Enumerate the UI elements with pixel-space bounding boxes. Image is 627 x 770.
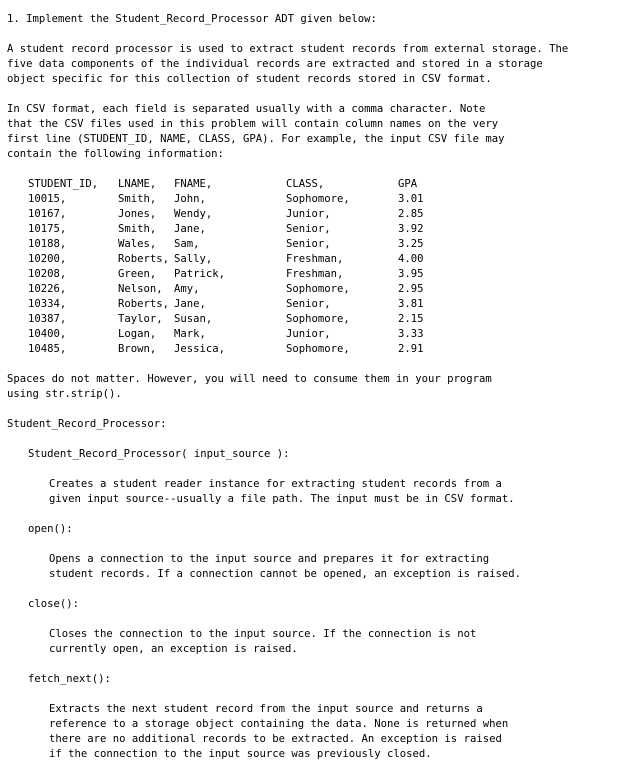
- table-row: [28, 267, 625, 282]
- cell-class: Senior,: [286, 298, 331, 310]
- csv-description-line: contain the following information:: [7, 148, 224, 160]
- cell-student-id: 10167,: [28, 208, 67, 220]
- cell-lname: Green,: [118, 268, 157, 280]
- table-row: [28, 222, 625, 237]
- cell-student-id: 10175,: [28, 223, 67, 235]
- spacer: [7, 462, 625, 477]
- method-signature: close():: [28, 598, 80, 610]
- spacer: [7, 612, 625, 627]
- cell-class: Senior,: [286, 223, 331, 235]
- cell-student-id: 10387,: [28, 313, 67, 325]
- cell-student-id: 10485,: [28, 343, 67, 355]
- cell-student-id: 10400,: [28, 328, 67, 340]
- method-description-line: given input source--usually a file path. The input must be in CSV format.: [49, 493, 515, 505]
- cell-fname: Jane,: [174, 223, 206, 235]
- cell-class: Freshman,: [286, 253, 344, 265]
- cell-student-id: 10334,: [28, 298, 67, 310]
- method-description-line: Extracts the next student record from the input source and returns a: [49, 703, 483, 715]
- cell-gpa: 3.95: [398, 268, 424, 280]
- header-fname: FNAME,: [174, 178, 213, 190]
- cell-lname: Brown,: [118, 343, 157, 355]
- method-signature: open():: [28, 523, 73, 535]
- table-row: [28, 312, 625, 327]
- cell-lname: Smith,: [118, 193, 157, 205]
- intro-paragraph: [7, 42, 625, 87]
- header-student-id: STUDENT_ID,: [28, 178, 99, 190]
- method-signature: fetch_next():: [28, 673, 111, 685]
- cell-gpa: 2.15: [398, 313, 424, 325]
- cell-fname: Patrick,: [174, 268, 226, 280]
- cell-student-id: 10015,: [28, 193, 67, 205]
- cell-gpa: 3.92: [398, 223, 424, 235]
- intro-line: object specific for this collection of student records stored in CSV format.: [7, 73, 492, 85]
- spacer: [7, 27, 625, 42]
- cell-class: Sophomore,: [286, 313, 350, 325]
- cell-class: Sophomore,: [286, 283, 350, 295]
- cell-lname: Jones,: [118, 208, 157, 220]
- header-class: CLASS,: [286, 178, 325, 190]
- method-constructor: [7, 447, 625, 507]
- cell-gpa: 3.33: [398, 328, 424, 340]
- cell-student-id: 10200,: [28, 253, 67, 265]
- table-row: [28, 342, 625, 357]
- cell-class: Junior,: [286, 328, 331, 340]
- method-fetch-next: [7, 672, 625, 762]
- cell-class: Senior,: [286, 238, 331, 250]
- cell-lname: Smith,: [118, 223, 157, 235]
- table-row: [28, 237, 625, 252]
- cell-fname: John,: [174, 193, 206, 205]
- cell-class: Junior,: [286, 208, 331, 220]
- cell-student-id: 10226,: [28, 283, 67, 295]
- cell-fname: Mark,: [174, 328, 206, 340]
- cell-lname: Roberts,: [118, 253, 170, 265]
- method-description-line: reference to a storage object containing the data. None is returned when: [49, 718, 509, 730]
- document: [7, 12, 625, 762]
- csv-example-table: [7, 177, 625, 357]
- table-row: [28, 192, 625, 207]
- cell-fname: Amy,: [174, 283, 200, 295]
- cell-gpa: 3.25: [398, 238, 424, 250]
- cell-gpa: 2.91: [398, 343, 424, 355]
- cell-fname: Wendy,: [174, 208, 213, 220]
- cell-fname: Sally,: [174, 253, 213, 265]
- csv-description-line: first line (STUDENT_ID, NAME, CLASS, GPA). For example, the input CSV file may: [7, 133, 505, 145]
- spacer: [7, 357, 625, 372]
- table-row: [28, 297, 625, 312]
- adt-name: Student_Record_Processor:: [7, 418, 167, 430]
- cell-student-id: 10208,: [28, 268, 67, 280]
- cell-fname: Jessica,: [174, 343, 226, 355]
- cell-class: Freshman,: [286, 268, 344, 280]
- spacer: [7, 687, 625, 702]
- cell-lname: Logan,: [118, 328, 157, 340]
- csv-description-paragraph: [7, 102, 625, 162]
- table-row: [28, 282, 625, 297]
- cell-gpa: 2.95: [398, 283, 424, 295]
- csv-description-line: that the CSV files used in this problem will contain column names on the very: [7, 118, 499, 130]
- spacer: [7, 402, 625, 417]
- method-open: [7, 522, 625, 582]
- table-header-row: [28, 177, 625, 192]
- method-close: [7, 597, 625, 657]
- spacer: [7, 657, 625, 672]
- method-description-line: student records. If a connection cannot be opened, an exception is raised.: [49, 568, 521, 580]
- cell-lname: Wales,: [118, 238, 157, 250]
- table-row: [28, 252, 625, 267]
- cell-class: Sophomore,: [286, 193, 350, 205]
- method-description-line: if the connection to the input source was previously closed.: [49, 748, 432, 760]
- problem-title: 1. Implement the Student_Record_Processor ADT given below:: [7, 13, 377, 25]
- cell-fname: Susan,: [174, 313, 213, 325]
- cell-lname: Taylor,: [118, 313, 163, 325]
- intro-line: A student record processor is used to extract student records from external storage. The: [7, 43, 569, 55]
- cell-gpa: 4.00: [398, 253, 424, 265]
- spacer: [7, 537, 625, 552]
- cell-student-id: 10188,: [28, 238, 67, 250]
- intro-line: five data components of the individual records are extracted and stored in a storage: [7, 58, 543, 70]
- cell-gpa: 2.85: [398, 208, 424, 220]
- method-description-line: Closes the connection to the input source. If the connection is not: [49, 628, 477, 640]
- method-description-line: currently open, an exception is raised.: [49, 643, 298, 655]
- header-gpa: GPA: [398, 178, 418, 190]
- spacer: [7, 162, 625, 177]
- method-description-line: Creates a student reader instance for extracting student records from a: [49, 478, 502, 490]
- table-row: [28, 327, 625, 342]
- cell-gpa: 3.01: [398, 193, 424, 205]
- method-description-line: there are no additional records to be extracted. An exception is raised: [49, 733, 502, 745]
- method-description-line: Opens a connection to the input source and prepares it for extracting: [49, 553, 490, 565]
- spaces-note-line: Spaces do not matter. However, you will need to consume them in your program: [7, 373, 492, 385]
- spacer: [7, 507, 625, 522]
- spaces-note-line: using str.strip().: [7, 388, 122, 400]
- header-lname: LNAME,: [118, 178, 157, 190]
- cell-gpa: 3.81: [398, 298, 424, 310]
- cell-lname: Nelson,: [118, 283, 163, 295]
- spacer: [7, 87, 625, 102]
- cell-class: Sophomore,: [286, 343, 350, 355]
- cell-fname: Sam,: [174, 238, 200, 250]
- spaces-note-paragraph: [7, 372, 625, 402]
- cell-lname: Roberts,: [118, 298, 170, 310]
- table-row: [28, 207, 625, 222]
- spacer: [7, 432, 625, 447]
- cell-fname: Jane,: [174, 298, 206, 310]
- csv-description-line: In CSV format, each field is separated usually with a comma character. Note: [7, 103, 486, 115]
- spacer: [7, 582, 625, 597]
- method-signature: Student_Record_Processor( input_source ):: [28, 448, 290, 460]
